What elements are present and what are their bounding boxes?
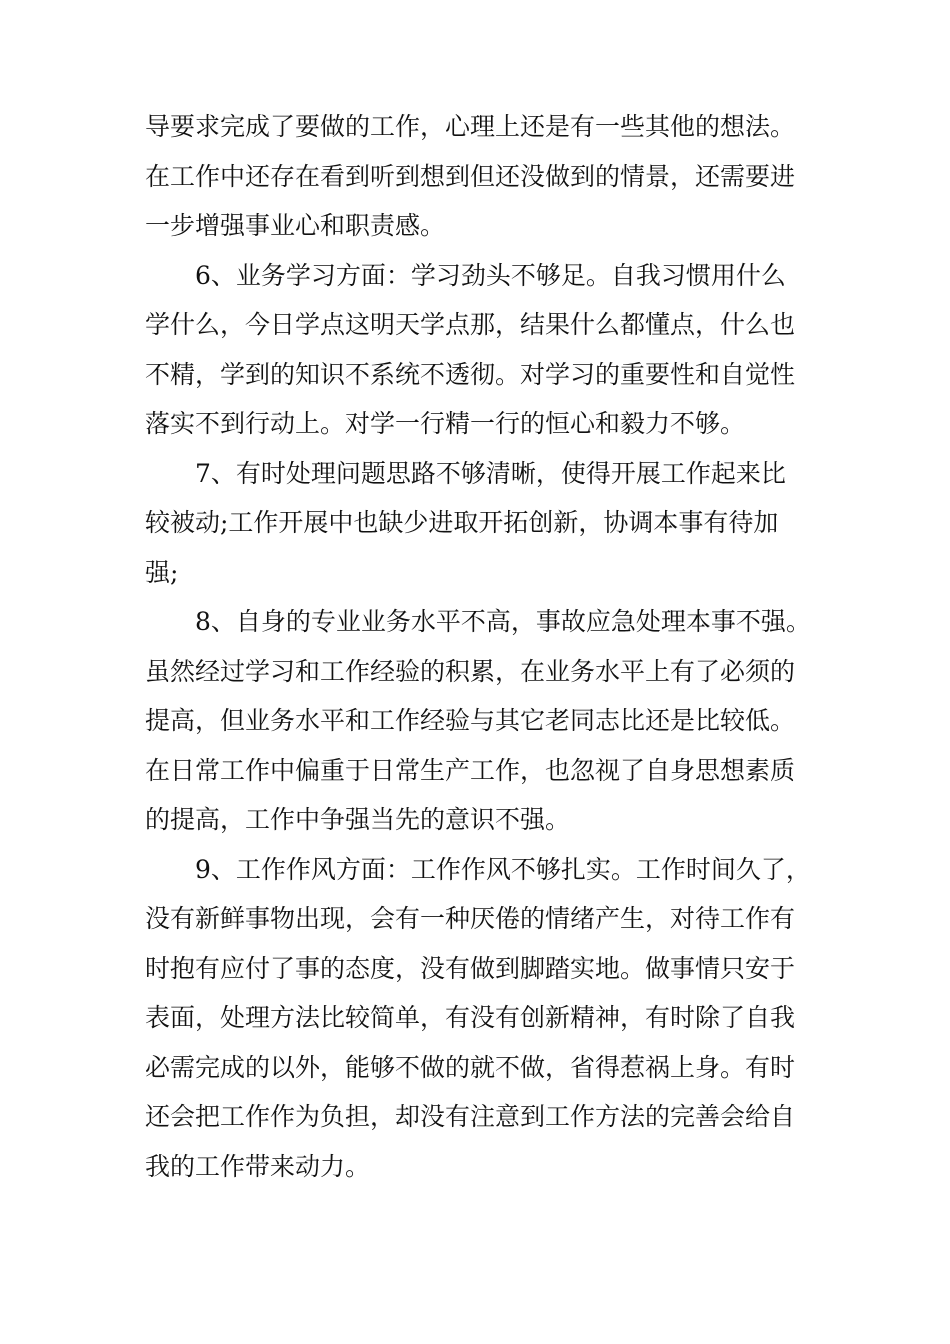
text-line: 8、自身的专业业务水平不高，事故应急处理本事不强。 — [195, 607, 811, 636]
text-line: 在工作中还存在看到听到想到但还没做到的情景，还需要进 — [145, 161, 796, 191]
text-line: 时抱有应付了事的态度，没有做到脚踏实地。做事情只安于 — [145, 953, 796, 983]
text-line: 6、业务学习方面：学习劲头不够足。自我习惯用什么 — [195, 260, 786, 290]
text-line: 必需完成的以外，能够不做的就不做，省得惹祸上身。有时 — [145, 1052, 796, 1082]
text-line: 9、工作作风方面：工作作风不够扎实。工作时间久了， — [195, 854, 811, 884]
text-line: 较被动;工作开展中也缺少进取开拓创新，协调本事有待加 — [145, 508, 779, 537]
text-line: 强; — [145, 557, 179, 587]
text-line: 还会把工作作为负担，却没有注意到工作方法的完善会给自 — [145, 1102, 796, 1131]
text-line: 学什么，今日学点这明天学点那，结果什么都懂点，什么也 — [145, 310, 796, 339]
text-line: 提高，但业务水平和工作经验与其它老同志比还是比较低。 — [145, 706, 796, 735]
text-line: 我的工作带来动力。 — [145, 1151, 371, 1181]
text-line: 不精，学到的知识不系统不透彻。对学习的重要性和自觉性 — [145, 359, 796, 389]
text-line: 没有新鲜事物出现，会有一种厌倦的情绪产生，对待工作有 — [145, 904, 796, 933]
text-line: 在日常工作中偏重于日常生产工作，也忽视了自身思想素质 — [145, 755, 796, 785]
text-line: 的提高，工作中争强当先的意识不强。 — [145, 805, 571, 834]
text-line: 落实不到行动上。对学一行精一行的恒心和毅力不够。 — [145, 409, 746, 438]
document-body — [145, 102, 825, 1191]
text-line: 一步增强事业心和职责感。 — [145, 211, 446, 240]
text-line: 导要求完成了要做的工作，心理上还是有一些其他的想法。 — [145, 112, 796, 141]
text-line: 表面，处理方法比较简单，有没有创新精神，有时除了自我 — [145, 1003, 796, 1032]
text-line: 7、有时处理问题思路不够清晰，使得开展工作起来比 — [195, 458, 786, 488]
text-line: 虽然经过学习和工作经验的积累，在业务水平上有了必须的 — [145, 656, 796, 686]
